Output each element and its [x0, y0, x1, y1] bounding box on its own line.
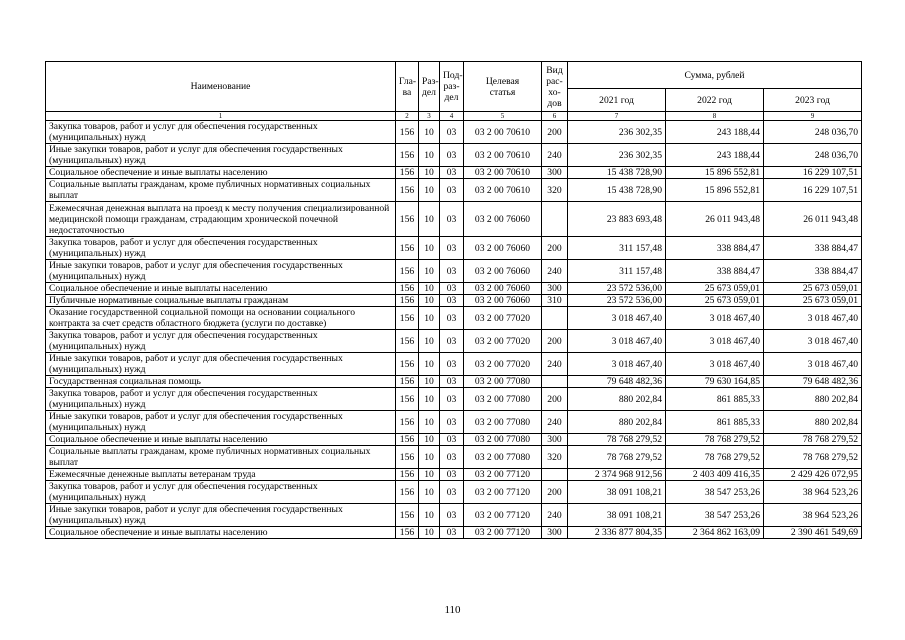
- table-row: [46, 527, 862, 539]
- cell-sum-2023: 25 673 059,01: [764, 295, 862, 307]
- cell-name: Закупка товаров, работ и услуг для обеспечения государственных (муниципальных) нужд: [46, 481, 396, 504]
- cell-glava: 156: [396, 167, 419, 179]
- cell-sum-2023: 38 964 523,26: [764, 481, 862, 504]
- cell-podrazdel: 03: [440, 121, 464, 144]
- cell-target: 03 2 00 77080: [464, 411, 542, 434]
- cell-vid: 200: [542, 330, 568, 353]
- cell-sum-2021: 2 336 877 804,35: [568, 527, 666, 539]
- cell-sum-2022: 2 364 862 163,09: [666, 527, 764, 539]
- cell-sum-2021: 78 768 279,52: [568, 434, 666, 446]
- column-number: 8: [666, 112, 764, 121]
- cell-glava: 156: [396, 330, 419, 353]
- header-glava: Гла- ва: [396, 62, 419, 112]
- table-row: [46, 237, 862, 260]
- cell-sum-2022: 3 018 467,40: [666, 330, 764, 353]
- table-row: [46, 260, 862, 283]
- cell-sum-2021: 23 883 693,48: [568, 202, 666, 237]
- cell-glava: 156: [396, 237, 419, 260]
- table-row: [46, 388, 862, 411]
- cell-podrazdel: 03: [440, 237, 464, 260]
- cell-glava: 156: [396, 481, 419, 504]
- table-row: [46, 481, 862, 504]
- cell-razdel: 10: [419, 504, 440, 527]
- cell-podrazdel: 03: [440, 527, 464, 539]
- header-target: Целевая статья: [464, 62, 542, 112]
- cell-name: Социальное обеспечение и иные выплаты населению: [46, 167, 396, 179]
- header-year-2021: 2021 год: [568, 89, 666, 112]
- table-row: [46, 330, 862, 353]
- cell-podrazdel: 03: [440, 411, 464, 434]
- table-row: [46, 434, 862, 446]
- cell-name: Публичные нормативные социальные выплаты гражданам: [46, 295, 396, 307]
- cell-vid: 300: [542, 527, 568, 539]
- column-number: 7: [568, 112, 666, 121]
- cell-target: 03 2 00 77020: [464, 353, 542, 376]
- cell-sum-2022: 243 188,44: [666, 121, 764, 144]
- cell-sum-2022: 3 018 467,40: [666, 353, 764, 376]
- cell-podrazdel: 03: [440, 295, 464, 307]
- cell-target: 03 2 00 76060: [464, 283, 542, 295]
- cell-name: Социальное обеспечение и иные выплаты населению: [46, 283, 396, 295]
- cell-razdel: 10: [419, 376, 440, 388]
- cell-podrazdel: 03: [440, 260, 464, 283]
- cell-sum-2023: 338 884,47: [764, 237, 862, 260]
- cell-sum-2023: 248 036,70: [764, 144, 862, 167]
- cell-vid: 320: [542, 179, 568, 202]
- cell-glava: 156: [396, 434, 419, 446]
- column-numbers-row: [46, 112, 862, 121]
- column-number: 9: [764, 112, 862, 121]
- cell-target: 03 2 00 76060: [464, 295, 542, 307]
- cell-sum-2023: 79 648 482,36: [764, 376, 862, 388]
- cell-vid: 200: [542, 388, 568, 411]
- cell-podrazdel: 03: [440, 376, 464, 388]
- cell-name: Социальное обеспечение и иные выплаты населению: [46, 527, 396, 539]
- cell-target: 03 2 00 77080: [464, 376, 542, 388]
- header-sum: Сумма, рублей: [568, 62, 862, 89]
- table-row: [46, 167, 862, 179]
- cell-glava: 156: [396, 307, 419, 330]
- cell-sum-2021: 880 202,84: [568, 388, 666, 411]
- cell-sum-2022: 26 011 943,48: [666, 202, 764, 237]
- cell-sum-2023: 25 673 059,01: [764, 283, 862, 295]
- cell-target: 03 2 00 77120: [464, 504, 542, 527]
- cell-glava: 156: [396, 144, 419, 167]
- cell-podrazdel: 03: [440, 202, 464, 237]
- cell-podrazdel: 03: [440, 330, 464, 353]
- cell-podrazdel: 03: [440, 283, 464, 295]
- cell-sum-2022: 25 673 059,01: [666, 295, 764, 307]
- cell-sum-2023: 78 768 279,52: [764, 446, 862, 469]
- cell-glava: 156: [396, 260, 419, 283]
- cell-target: 03 2 00 70610: [464, 167, 542, 179]
- table-row: [46, 469, 862, 481]
- cell-sum-2022: 338 884,47: [666, 260, 764, 283]
- cell-sum-2022: 25 673 059,01: [666, 283, 764, 295]
- cell-target: 03 2 00 70610: [464, 121, 542, 144]
- cell-name: Закупка товаров, работ и услуг для обеспечения государственных (муниципальных) нужд: [46, 237, 396, 260]
- cell-sum-2022: 78 768 279,52: [666, 446, 764, 469]
- cell-name: Иные закупки товаров, работ и услуг для обеспечения государственных (муниципальных) нужд: [46, 504, 396, 527]
- cell-vid: 310: [542, 295, 568, 307]
- cell-sum-2023: 78 768 279,52: [764, 434, 862, 446]
- table-row: [46, 376, 862, 388]
- cell-sum-2021: 15 438 728,90: [568, 167, 666, 179]
- cell-vid: 240: [542, 353, 568, 376]
- cell-razdel: 10: [419, 121, 440, 144]
- cell-glava: 156: [396, 295, 419, 307]
- cell-sum-2022: 861 885,33: [666, 411, 764, 434]
- cell-razdel: 10: [419, 237, 440, 260]
- cell-vid: 300: [542, 283, 568, 295]
- cell-sum-2023: 3 018 467,40: [764, 307, 862, 330]
- cell-razdel: 10: [419, 295, 440, 307]
- cell-glava: 156: [396, 504, 419, 527]
- cell-target: 03 2 00 77080: [464, 388, 542, 411]
- cell-podrazdel: 03: [440, 504, 464, 527]
- cell-target: 03 2 00 76060: [464, 260, 542, 283]
- cell-glava: 156: [396, 202, 419, 237]
- cell-vid: [542, 202, 568, 237]
- column-number: 6: [542, 112, 568, 121]
- cell-podrazdel: 03: [440, 469, 464, 481]
- cell-glava: 156: [396, 179, 419, 202]
- column-number: 2: [396, 112, 419, 121]
- cell-vid: 240: [542, 144, 568, 167]
- table-row: [46, 411, 862, 434]
- cell-sum-2023: 26 011 943,48: [764, 202, 862, 237]
- table-row: [46, 202, 862, 237]
- cell-glava: 156: [396, 446, 419, 469]
- cell-sum-2023: 2 429 426 072,95: [764, 469, 862, 481]
- table-row: [46, 504, 862, 527]
- cell-name: Закупка товаров, работ и услуг для обеспечения государственных (муниципальных) нужд: [46, 388, 396, 411]
- cell-razdel: 10: [419, 469, 440, 481]
- header-razdel: Раз- дел: [419, 62, 440, 112]
- cell-podrazdel: 03: [440, 434, 464, 446]
- cell-sum-2023: 38 964 523,26: [764, 504, 862, 527]
- cell-name: Закупка товаров, работ и услуг для обеспечения государственных (муниципальных) нужд: [46, 330, 396, 353]
- cell-podrazdel: 03: [440, 353, 464, 376]
- cell-podrazdel: 03: [440, 167, 464, 179]
- column-number: 4: [440, 112, 464, 121]
- cell-name: Ежемесячные денежные выплаты ветеранам труда: [46, 469, 396, 481]
- cell-target: 03 2 00 70610: [464, 144, 542, 167]
- table-row: [46, 295, 862, 307]
- cell-razdel: 10: [419, 527, 440, 539]
- cell-razdel: 10: [419, 307, 440, 330]
- cell-vid: 240: [542, 260, 568, 283]
- cell-sum-2021: 3 018 467,40: [568, 330, 666, 353]
- cell-sum-2023: 880 202,84: [764, 411, 862, 434]
- cell-sum-2023: 338 884,47: [764, 260, 862, 283]
- column-number: 3: [419, 112, 440, 121]
- cell-glava: 156: [396, 283, 419, 295]
- cell-razdel: 10: [419, 167, 440, 179]
- cell-vid: [542, 307, 568, 330]
- cell-name: Иные закупки товаров, работ и услуг для обеспечения государственных (муниципальных) нужд: [46, 144, 396, 167]
- column-number: 5: [464, 112, 542, 121]
- cell-target: 03 2 00 77080: [464, 434, 542, 446]
- cell-sum-2023: 2 390 461 549,69: [764, 527, 862, 539]
- cell-razdel: 10: [419, 144, 440, 167]
- cell-razdel: 10: [419, 388, 440, 411]
- cell-razdel: 10: [419, 283, 440, 295]
- cell-sum-2021: 79 648 482,36: [568, 376, 666, 388]
- cell-sum-2023: 3 018 467,40: [764, 330, 862, 353]
- header-podrazdel: Под- раз- дел: [440, 62, 464, 112]
- cell-name: Иные закупки товаров, работ и услуг для обеспечения государственных (муниципальных) нужд: [46, 411, 396, 434]
- cell-glava: 156: [396, 469, 419, 481]
- cell-razdel: 10: [419, 446, 440, 469]
- table-row: [46, 121, 862, 144]
- header-vid: Вид рас- хо- дов: [542, 62, 568, 112]
- cell-vid: 320: [542, 446, 568, 469]
- cell-vid: 240: [542, 504, 568, 527]
- cell-target: 03 2 00 76060: [464, 237, 542, 260]
- header-year-2023: 2023 год: [764, 89, 862, 112]
- cell-sum-2021: 15 438 728,90: [568, 179, 666, 202]
- cell-glava: 156: [396, 411, 419, 434]
- cell-podrazdel: 03: [440, 388, 464, 411]
- cell-sum-2023: 3 018 467,40: [764, 353, 862, 376]
- cell-razdel: 10: [419, 481, 440, 504]
- cell-vid: 200: [542, 237, 568, 260]
- cell-name: Социальное обеспечение и иные выплаты населению: [46, 434, 396, 446]
- cell-sum-2021: 3 018 467,40: [568, 353, 666, 376]
- cell-podrazdel: 03: [440, 446, 464, 469]
- cell-sum-2023: 880 202,84: [764, 388, 862, 411]
- cell-sum-2022: 78 768 279,52: [666, 434, 764, 446]
- cell-sum-2021: 23 572 536,00: [568, 295, 666, 307]
- cell-name: Социальные выплаты гражданам, кроме публичных нормативных социальных выплат: [46, 179, 396, 202]
- table-row: [46, 353, 862, 376]
- cell-name: Государственная социальная помощь: [46, 376, 396, 388]
- cell-target: 03 2 00 77020: [464, 330, 542, 353]
- cell-sum-2023: 16 229 107,51: [764, 179, 862, 202]
- cell-sum-2023: 248 036,70: [764, 121, 862, 144]
- cell-name: Иные закупки товаров, работ и услуг для обеспечения государственных (муниципальных) нужд: [46, 260, 396, 283]
- cell-target: 03 2 00 76060: [464, 202, 542, 237]
- cell-target: 03 2 00 77020: [464, 307, 542, 330]
- cell-name: Иные закупки товаров, работ и услуг для обеспечения государственных (муниципальных) нужд: [46, 353, 396, 376]
- cell-name: Ежемесячная денежная выплата на проезд к месту получения специализированной медицинской помощи гражданам, страдающим хронической почечной недостаточностью: [46, 202, 396, 237]
- cell-sum-2021: 236 302,35: [568, 144, 666, 167]
- cell-target: 03 2 00 77120: [464, 481, 542, 504]
- cell-target: 03 2 00 77120: [464, 527, 542, 539]
- table-row: [46, 446, 862, 469]
- cell-target: 03 2 00 70610: [464, 179, 542, 202]
- cell-name: Закупка товаров, работ и услуг для обеспечения государственных (муниципальных) нужд: [46, 121, 396, 144]
- cell-sum-2022: 15 896 552,81: [666, 167, 764, 179]
- cell-podrazdel: 03: [440, 144, 464, 167]
- cell-vid: 300: [542, 167, 568, 179]
- cell-razdel: 10: [419, 434, 440, 446]
- cell-name: Оказание государственной социальной помощи на основании социального контракта за счет средств областного бюджета (услуги по доставке): [46, 307, 396, 330]
- cell-podrazdel: 03: [440, 307, 464, 330]
- cell-glava: 156: [396, 353, 419, 376]
- cell-glava: 156: [396, 527, 419, 539]
- cell-sum-2022: 861 885,33: [666, 388, 764, 411]
- cell-sum-2022: 15 896 552,81: [666, 179, 764, 202]
- table-row: [46, 179, 862, 202]
- cell-name: Социальные выплаты гражданам, кроме публичных нормативных социальных выплат: [46, 446, 396, 469]
- header-year-2022: 2022 год: [666, 89, 764, 112]
- cell-vid: 240: [542, 411, 568, 434]
- cell-sum-2022: 79 630 164,85: [666, 376, 764, 388]
- cell-sum-2021: 311 157,48: [568, 260, 666, 283]
- cell-sum-2021: 2 374 968 912,56: [568, 469, 666, 481]
- cell-glava: 156: [396, 388, 419, 411]
- cell-vid: 300: [542, 434, 568, 446]
- cell-sum-2021: 236 302,35: [568, 121, 666, 144]
- budget-table: [45, 61, 862, 539]
- cell-sum-2023: 16 229 107,51: [764, 167, 862, 179]
- cell-sum-2021: 23 572 536,00: [568, 283, 666, 295]
- cell-glava: 156: [396, 121, 419, 144]
- table-row: [46, 144, 862, 167]
- cell-sum-2021: 78 768 279,52: [568, 446, 666, 469]
- cell-sum-2021: 38 091 108,21: [568, 504, 666, 527]
- cell-vid: 200: [542, 121, 568, 144]
- table-row: [46, 283, 862, 295]
- cell-sum-2022: 3 018 467,40: [666, 307, 764, 330]
- cell-sum-2021: 3 018 467,40: [568, 307, 666, 330]
- cell-sum-2021: 38 091 108,21: [568, 481, 666, 504]
- cell-sum-2021: 880 202,84: [568, 411, 666, 434]
- cell-razdel: 10: [419, 353, 440, 376]
- cell-sum-2022: 38 547 253,26: [666, 504, 764, 527]
- cell-glava: 156: [396, 376, 419, 388]
- cell-sum-2021: 311 157,48: [568, 237, 666, 260]
- cell-podrazdel: 03: [440, 179, 464, 202]
- cell-vid: [542, 469, 568, 481]
- cell-razdel: 10: [419, 260, 440, 283]
- cell-podrazdel: 03: [440, 481, 464, 504]
- page-number: 110: [444, 604, 461, 616]
- cell-vid: 200: [542, 481, 568, 504]
- cell-target: 03 2 00 77120: [464, 469, 542, 481]
- cell-target: 03 2 00 77080: [464, 446, 542, 469]
- cell-razdel: 10: [419, 179, 440, 202]
- table-row: [46, 307, 862, 330]
- header-name: Наименование: [46, 62, 396, 112]
- cell-sum-2022: 38 547 253,26: [666, 481, 764, 504]
- cell-razdel: 10: [419, 202, 440, 237]
- cell-razdel: 10: [419, 411, 440, 434]
- cell-sum-2022: 338 884,47: [666, 237, 764, 260]
- cell-sum-2022: 2 403 409 416,35: [666, 469, 764, 481]
- cell-sum-2022: 243 188,44: [666, 144, 764, 167]
- cell-razdel: 10: [419, 330, 440, 353]
- table-body: [46, 121, 862, 539]
- cell-vid: [542, 376, 568, 388]
- column-number: 1: [46, 112, 396, 121]
